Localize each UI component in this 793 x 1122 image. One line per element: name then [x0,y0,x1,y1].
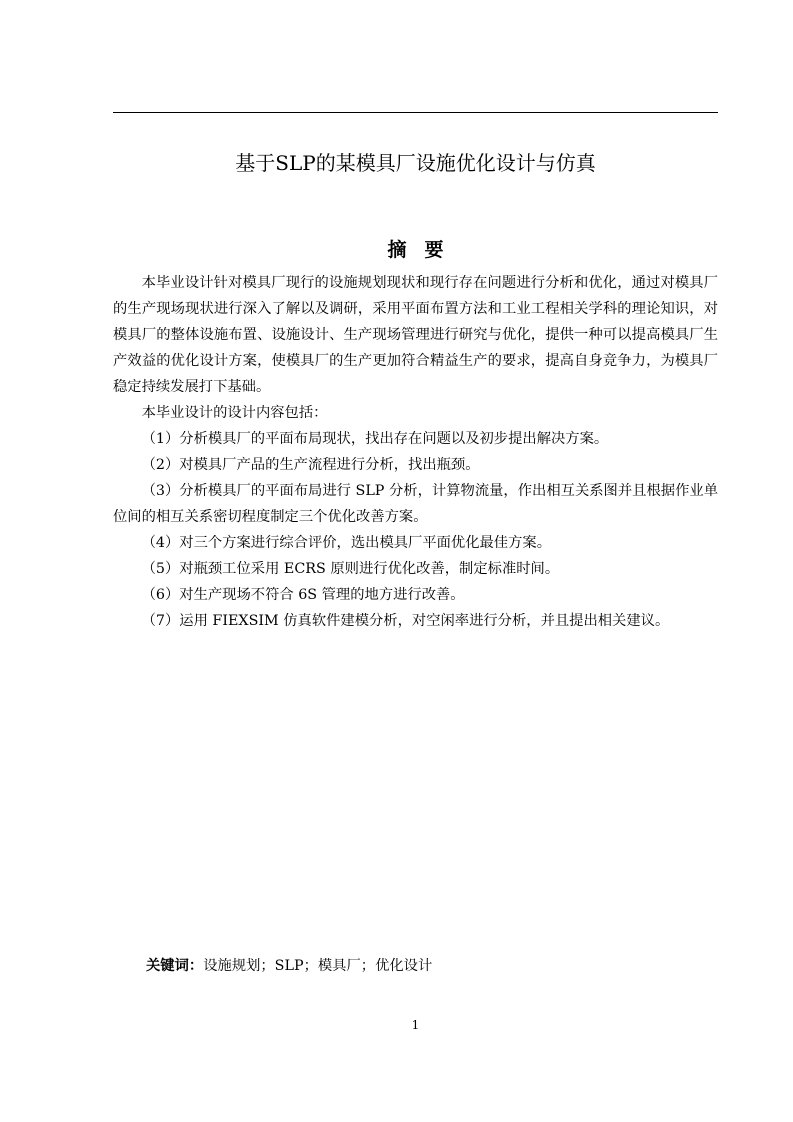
contents-item-5: （5）对瓶颈工位采用 ECRS 原则进行优化改善，制定标准时间。 [141,561,560,577]
keywords-line [146,953,706,979]
keywords-value: 设施规划；SLP；模具厂；优化设计 [203,958,433,974]
contents-item-7: （7）运用 FIEXSIM 仿真软件建模分析，对空闲率进行分析，并且提出相关建议。 [141,613,670,629]
contents-item-1: （1）分析模具厂的平面布局现状，找出存在问题以及初步提出解决方案。 [141,431,609,447]
contents-intro: 本毕业设计的设计内容包括： [141,405,328,421]
contents-item-6: （6）对生产现场不符合 6S 管理的地方进行改善。 [141,587,465,603]
keywords-label: 关键词： [146,958,204,974]
abstract-paragraph: 本毕业设计针对模具厂现行的设施规划现状和现行存在问题进行分析和优化，通过对模具厂的生产现场现状进行深入了解以及调研，采用平面布置方法和工业工程相关学科的理论知识，对模具厂的整体设施布置、设施设计、生产现场管理进行研究与优化，提供一种可以提高模具厂生产效益的优化设计方案，使模具厂的生产更加符合精益生产的要求，提高自身竞争力，为模具厂稳定持续发展打下基础。 [113,275,718,395]
contents-item-3: （3）分析模具厂的平面布局进行 SLP 分析，计算物流量，作出相互关系图并且根据作业单位间的相互关系密切程度制定三个优化改善方案。 [113,483,718,525]
page-number: 1 [411,1018,420,1032]
document-title: 基于SLP的某模具厂设施优化设计与仿真 [235,151,596,175]
abstract-heading: 摘要 [387,239,462,261]
header-rule [113,112,718,113]
contents-item-2: （2）对模具厂产品的生产流程进行分析，找出瓶颈。 [141,457,480,473]
abstract-body [113,270,718,634]
contents-item-4: （4）对三个方案进行综合评价，选出模具厂平面优化最佳方案。 [141,535,551,551]
